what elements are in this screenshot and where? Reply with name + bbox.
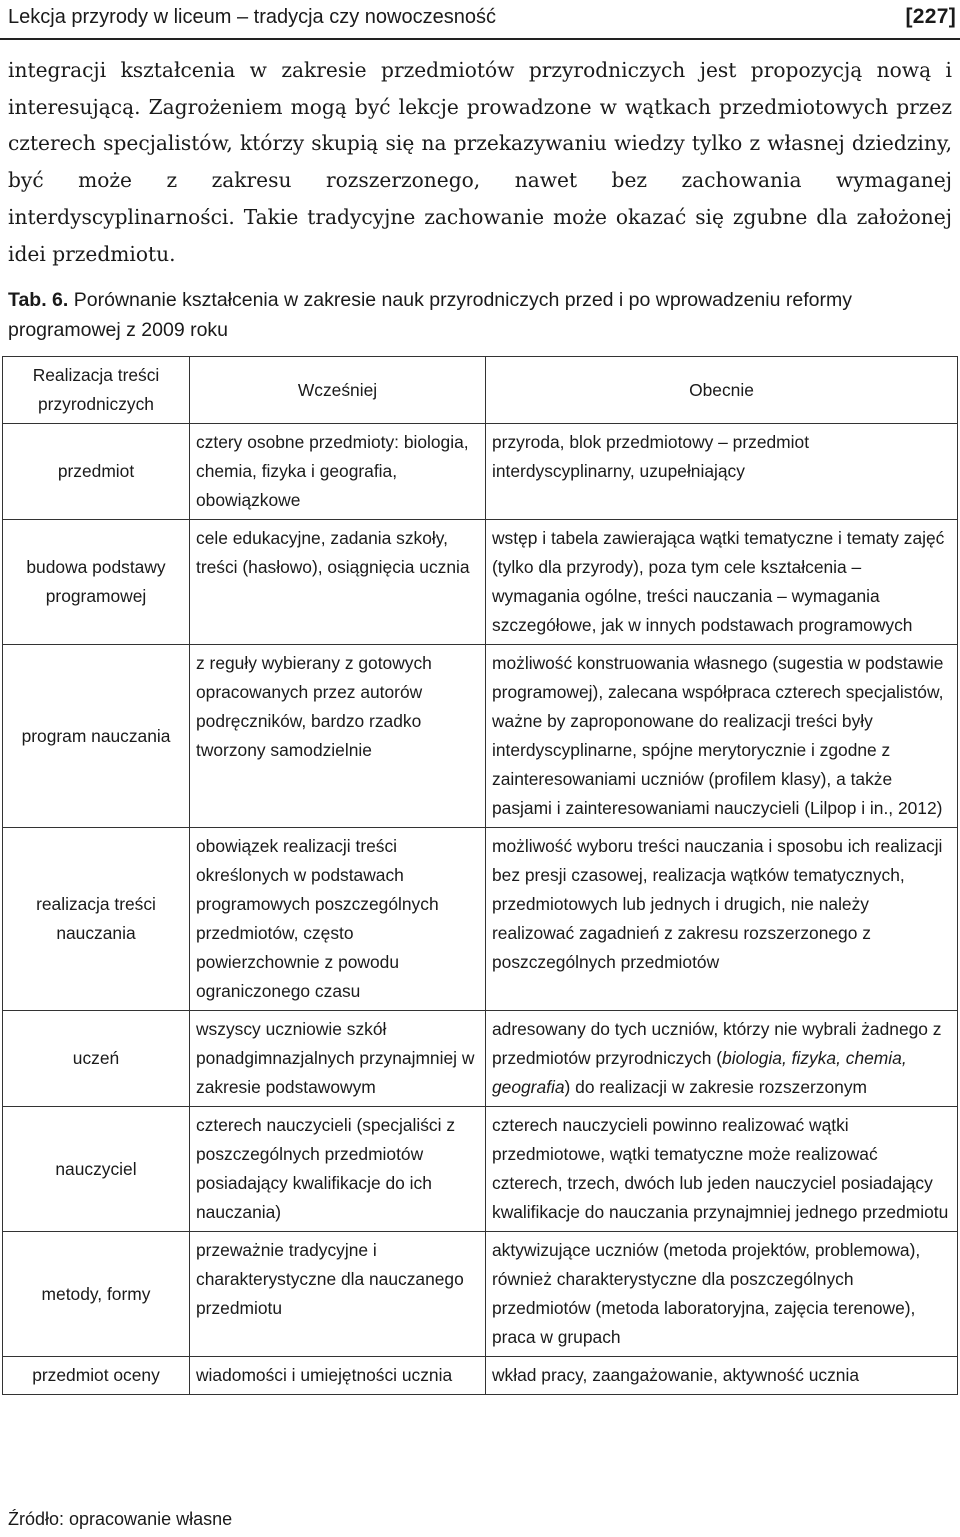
- cell-before: wszyscy uczniowie szkół ponadgimnazjalnych przynajmniej w zakresie podstawowym: [190, 1011, 486, 1107]
- cell-now: przyroda, blok przedmiotowy – przedmiot interdyscyplinarny, uzupełniający: [486, 424, 958, 520]
- cell-now: wstęp i tabela zawierająca wątki tematyczne i tematy zajęć (tylko dla przyrody), poza tym cele kształcenia – wymagania ogólne, treści nauczania – wymagania szczegółowe, jak w innych podstawach programowych: [486, 520, 958, 645]
- cell-aspect: realizacja treści nauczania: [3, 828, 190, 1011]
- header-aspect: Realizacja treści przyrodniczych: [3, 357, 190, 424]
- table-row: [3, 828, 958, 1011]
- cell-now: wkład pracy, zaangażowanie, aktywność ucznia: [486, 1357, 958, 1395]
- cell-aspect: metody, formy: [3, 1232, 190, 1357]
- table-header-row: [3, 357, 958, 424]
- cell-now: [486, 1011, 958, 1107]
- table-row: [3, 1357, 958, 1395]
- body-text: [8, 52, 952, 272]
- source-note: Źródło: opracowanie własne: [8, 1509, 233, 1529]
- page-header: [8, 2, 956, 32]
- cell-before: wiadomości i umiejętności ucznia: [190, 1357, 486, 1395]
- cell-aspect: program nauczania: [3, 645, 190, 828]
- table-row: [3, 1232, 958, 1357]
- table-row: [3, 520, 958, 645]
- cell-before: obowiązek realizacji treści określonych w podstawach programowych poszczególnych przedmiotów, często powierzchownie z powodu ograniczonego czasu: [190, 828, 486, 1011]
- table-row: [3, 1107, 958, 1232]
- cell-now: aktywizujące uczniów (metoda projektów, problemowa), również charakterystyczne dla poszczególnych przedmiotów (metoda laboratoryjna, zajęcia terenowe), praca w grupach: [486, 1232, 958, 1357]
- cell-aspect: przedmiot oceny: [3, 1357, 190, 1395]
- header-divider: [0, 38, 960, 40]
- paragraph: integracji kształcenia w zakresie przedmiotów przyrodniczych jest propozycją nową i interesującą. Zagrożeniem mogą być lekcje prowadzone w wątkach przedmiotowych przez czterech specjalistów, którzy skupią się na przekazywaniu wiedzy tylko z własnej dziedziny, być może z zakresu rozszerzonego, nawet bez zachowania wymaganej interdyscyplinarności. Takie tradycyjne zachowanie może okazać się zgubne dla założonej idei przedmiotu.: [8, 58, 952, 266]
- cell-before: cztery osobne przedmioty: biologia, chemia, fizyka i geografia, obowiązkowe: [190, 424, 486, 520]
- cell-before: przeważnie tradycyjne i charakterystyczne dla nauczanego przedmiotu: [190, 1232, 486, 1357]
- cell-aspect: budowa podstawy programowej: [3, 520, 190, 645]
- running-title: Lekcja przyrody w liceum – tradycja czy nowoczesność: [8, 5, 496, 28]
- header-now: Obecnie: [486, 357, 958, 424]
- table-row: [3, 645, 958, 828]
- cell-now-text: adresowany do tych uczniów, którzy nie wybrali żadnego z przedmiotów przyrodniczych (: [492, 1019, 942, 1068]
- cell-aspect: przedmiot: [3, 424, 190, 520]
- comparison-table: [2, 356, 958, 1395]
- header-before: Wcześniej: [190, 357, 486, 424]
- table-row: [3, 1011, 958, 1107]
- cell-before: cele edukacyjne, zadania szkoły, treści (hasłowo), osiągnięcia ucznia: [190, 520, 486, 645]
- table-caption-text: Porównanie kształcenia w zakresie nauk przyrodniczych przed i po wprowadzeniu reformy programowej z 2009 roku: [8, 289, 852, 341]
- cell-aspect: uczeń: [3, 1011, 190, 1107]
- cell-before: z reguły wybierany z gotowych opracowanych przez autorów podręczników, bardzo rzadko tworzony samodzielnie: [190, 645, 486, 828]
- cell-now: czterech nauczycieli powinno realizować wątki przedmiotowe, wątki tematyczne może realizować czterech, trzech, dwóch lub jeden nauczyciel posiadający kwalifikacje do nauczania przynajmniej jednego przedmiotu: [486, 1107, 958, 1232]
- cell-now-italic: biologia, fizyka, chemia, geografia: [492, 1048, 907, 1097]
- table-caption: [8, 286, 952, 345]
- cell-now-text: ) do realizacji w zakresie rozszerzonym: [564, 1077, 868, 1097]
- page-number: [227]: [905, 5, 956, 28]
- cell-before: czterech nauczycieli (specjaliści z poszczególnych przedmiotów posiadający kwalifikacje do ich nauczania): [190, 1107, 486, 1232]
- cell-now: możliwość wyboru treści nauczania i sposobu ich realizacji bez presji czasowej, realizacja wątków tematycznych, przedmiotowych lub jednych i drugich, nie należy realizować zagadnień z zakresu rozszerzonego z poszczególnych przedmiotów: [486, 828, 958, 1011]
- cell-aspect: nauczyciel: [3, 1107, 190, 1232]
- table-row: [3, 424, 958, 520]
- cell-now: możliwość konstruowania własnego (sugestia w podstawie programowej), zalecana współpraca czterech specjalistów, ważne by zaproponowane do realizacji treści były interdyscyplinarne, spójne merytorycznie i zgodne z zainteresowaniami uczniów (profilem klasy), a także pasjami i zainteresowaniami nauczycieli (Lilpop i in., 2012): [486, 645, 958, 828]
- table-caption-label: Tab. 6.: [8, 289, 69, 311]
